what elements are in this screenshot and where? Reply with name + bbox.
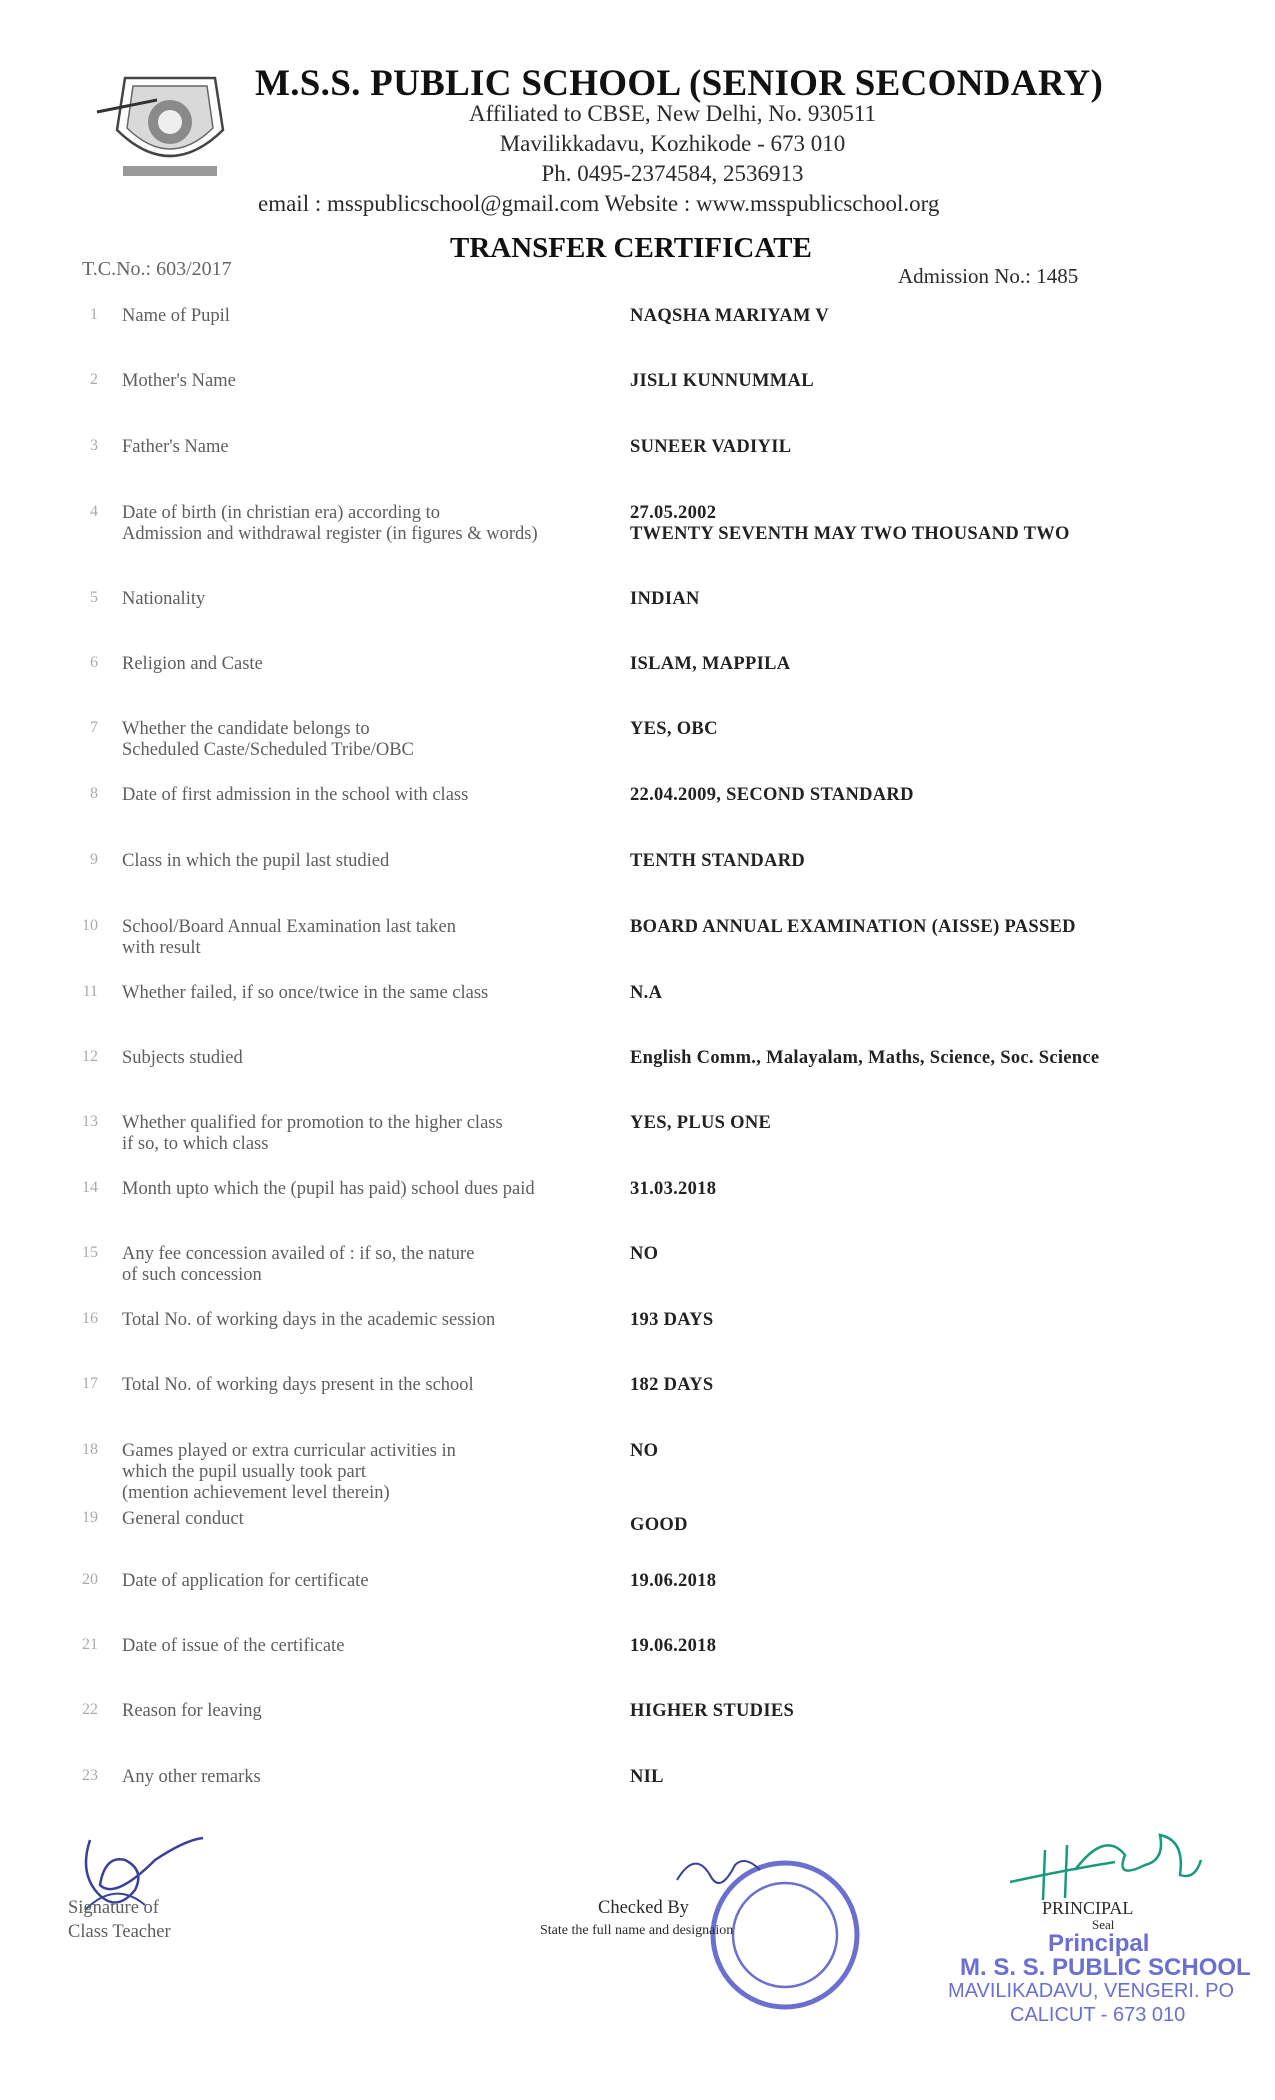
row-value: INDIAN xyxy=(630,589,700,609)
principal-stamp-title: Principal xyxy=(1048,1930,1150,1957)
row-number: 11 xyxy=(82,983,98,1000)
row-number: 20 xyxy=(82,1571,98,1588)
row-number: 19 xyxy=(82,1509,98,1526)
row-number: 8 xyxy=(90,785,98,802)
row-value: 27.05.2002 TWENTY SEVENTH MAY TWO THOUSAND TWO xyxy=(630,503,1070,544)
row-label: Father's Name xyxy=(122,437,229,457)
seal-label: Seal xyxy=(1092,1917,1115,1932)
row-label: Subjects studied xyxy=(122,1048,243,1068)
row-value: N.A xyxy=(630,983,663,1003)
row-number: 12 xyxy=(82,1048,98,1065)
row-number: 13 xyxy=(82,1113,98,1130)
row-value: JISLI KUNNUMMAL xyxy=(630,371,814,391)
row-label: Whether qualified for promotion to the higher class if so, to which class xyxy=(122,1113,503,1154)
row-value: GOOD xyxy=(630,1515,688,1535)
row-label: Date of issue of the certificate xyxy=(122,1636,345,1656)
row-value: SUNEER VADIYIL xyxy=(630,437,792,457)
address-line: Mavilikkadavu, Kozhikode - 673 010 xyxy=(499,131,846,156)
row-label: Whether the candidate belongs to Scheduled Caste/Scheduled Tribe/OBC xyxy=(122,719,414,760)
row-label: Date of birth (in christian era) according to Admission and withdrawal register (in figures & words) xyxy=(122,503,538,544)
row-value: YES, OBC xyxy=(630,719,718,739)
row-label: Whether failed, if so once/twice in the same class xyxy=(122,983,489,1003)
row-value: 31.03.2018 xyxy=(630,1179,717,1199)
tc-number: T.C.No.: 603/2017 xyxy=(82,258,232,280)
row-number: 14 xyxy=(82,1179,98,1196)
email-website-line: email : msspublicschool@gmail.com Website : www.msspublicschool.org xyxy=(258,191,940,216)
row-label: Religion and Caste xyxy=(122,654,263,674)
row-label: Date of first admission in the school with class xyxy=(122,785,469,805)
school-name: M.S.S. PUBLIC SCHOOL (SENIOR SECONDARY) xyxy=(255,63,1104,104)
principal-stamp-city: CALICUT - 673 010 xyxy=(1010,2004,1186,2026)
row-value: NO xyxy=(630,1441,659,1461)
row-value: BOARD ANNUAL EXAMINATION (AISSE) PASSED xyxy=(630,917,1076,937)
principal-stamp-address: MAVILIKADAVU, VENGERI. PO xyxy=(948,1980,1234,2002)
row-value: TENTH STANDARD xyxy=(630,851,806,871)
row-number: 7 xyxy=(90,719,98,736)
row-value: 19.06.2018 xyxy=(630,1636,717,1656)
row-label: Any other remarks xyxy=(122,1767,261,1787)
row-label: Mother's Name xyxy=(122,371,236,391)
row-value: NO xyxy=(630,1244,659,1264)
row-number: 1 xyxy=(90,306,98,323)
row-label: Month upto which the (pupil has paid) school dues paid xyxy=(122,1179,535,1199)
row-number: 2 xyxy=(90,371,98,388)
row-value: 22.04.2009, SECOND STANDARD xyxy=(630,785,914,805)
row-label: Date of application for certificate xyxy=(122,1571,369,1591)
row-number: 18 xyxy=(82,1441,98,1458)
row-number: 17 xyxy=(82,1375,98,1392)
designation-instruction: State the full name and designaion xyxy=(540,1923,734,1938)
row-number: 4 xyxy=(90,503,98,520)
row-value: 193 DAYS xyxy=(630,1310,714,1330)
row-value: HIGHER STUDIES xyxy=(630,1701,795,1721)
row-value: YES, PLUS ONE xyxy=(630,1113,772,1133)
principal-stamp-school: M. S. S. PUBLIC SCHOOL xyxy=(960,1954,1251,1981)
class-teacher-label: Signature of Class Teacher xyxy=(68,1898,171,1942)
phone-line: Ph. 0495-2374584, 2536913 xyxy=(541,161,804,186)
row-label: Total No. of working days present in the school xyxy=(122,1375,474,1395)
row-label: Class in which the pupil last studied xyxy=(122,851,390,871)
row-value: 182 DAYS xyxy=(630,1375,714,1395)
row-number: 22 xyxy=(82,1701,98,1718)
row-number: 3 xyxy=(90,437,98,454)
row-label: Name of Pupil xyxy=(122,306,230,326)
row-number: 23 xyxy=(82,1767,98,1784)
row-number: 5 xyxy=(90,589,98,606)
row-number: 16 xyxy=(82,1310,98,1327)
row-value: English Comm., Malayalam, Maths, Science, Soc. Science xyxy=(630,1048,1100,1068)
certificate-title: TRANSFER CERTIFICATE xyxy=(450,232,812,264)
row-label: Nationality xyxy=(122,589,206,609)
row-value: NAQSHA MARIYAM V xyxy=(630,306,830,326)
row-number: 15 xyxy=(82,1244,98,1261)
row-label: General conduct xyxy=(122,1509,244,1529)
row-number: 6 xyxy=(90,654,98,671)
row-label: Any fee concession availed of : if so, the nature of such concession xyxy=(122,1244,475,1285)
row-value: ISLAM, MAPPILA xyxy=(630,654,791,674)
row-label: School/Board Annual Examination last taken with result xyxy=(122,917,456,958)
principal-label: PRINCIPAL xyxy=(1042,1898,1134,1918)
admission-number: Admission No.: 1485 xyxy=(898,264,1079,288)
row-number: 9 xyxy=(90,851,98,868)
row-label: Reason for leaving xyxy=(122,1701,262,1721)
row-value: NIL xyxy=(630,1767,664,1787)
row-value: 19.06.2018 xyxy=(630,1571,717,1591)
affiliation-line: Affiliated to CBSE, New Delhi, No. 930511 xyxy=(469,101,876,126)
row-label: Games played or extra curricular activities in which the pupil usually took part (mention achievement level therein) xyxy=(122,1441,456,1503)
checked-by-label: Checked By xyxy=(598,1898,689,1918)
row-number: 10 xyxy=(82,917,98,934)
row-label: Total No. of working days in the academic session xyxy=(122,1310,496,1330)
row-number: 21 xyxy=(82,1636,98,1653)
